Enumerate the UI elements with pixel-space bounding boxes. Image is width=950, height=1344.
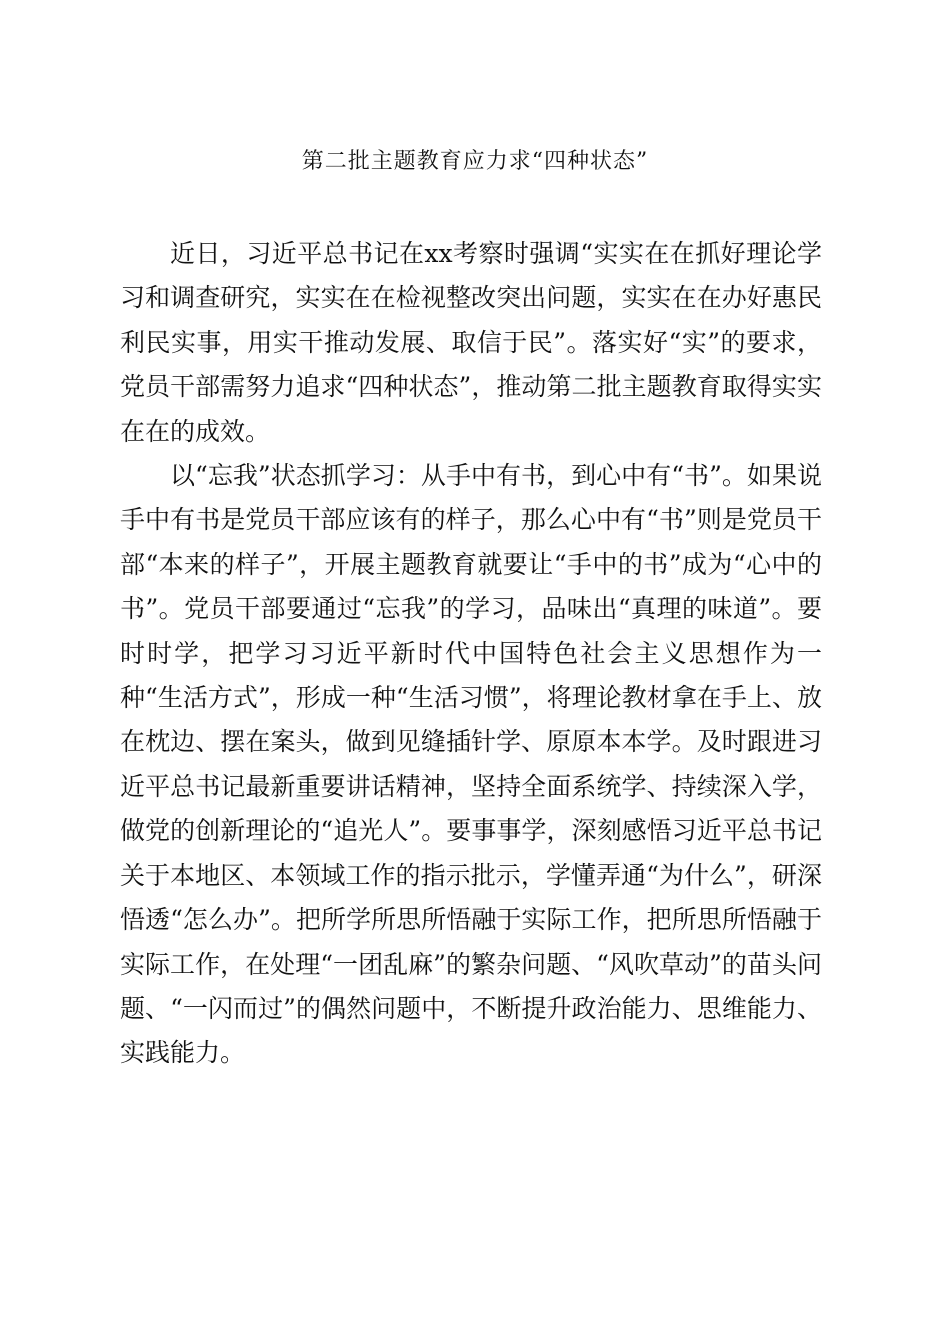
paragraph-intro: 近日，习近平总书记在xx考察时强调“实实在在抓好理论学习和调查研究，实实在在检视整改突出问题，实实在在办好惠民利民实事，用实干推动发展、取信于民”。落实好“实”的要求，党员干部需努力追求“四种状态”，推动第二批主题教育取得实实在在的成效。 <box>120 239 822 446</box>
paragraph-study: 以“忘我”状态抓学习：从手中有书，到心中有“书”。如果说手中有书是党员干部应该有的样子，那么心中有“书”则是党员干部“本来的样子”，开展主题教育就要让“手中的书”成为“心中的书”。党员干部要通过“忘我”的学习，品味出“真理的味道”。要时时学，把学习习近平新时代中国特色社会主义思想作为一种“生活方式”，形成一种“生活习惯”，将理论教材拿在手上、放在枕边、摆在案头，做到见缝插针学、原原本本学。及时跟进习近平总书记最新重要讲话精神，坚持全面系统学、持续深入学，做党的创新理论的“追光人”。要事事学，深刻感悟习近平总书记关于本地区、本领域工作的指示批示，学懂弄通“为什么”，研深悟透“怎么办”。把所学所思所悟融于实际工作，把所思所悟融于实际工作，在处理“一团乱麻”的繁杂问题、“风吹草动”的苗头问题、“一闪而过”的偶然问题中，不断提升政治能力、思维能力、实践能力。 <box>120 461 822 1068</box>
document-body <box>120 232 822 1076</box>
document-title: 第二批主题教育应力求“四种状态” <box>301 149 649 174</box>
